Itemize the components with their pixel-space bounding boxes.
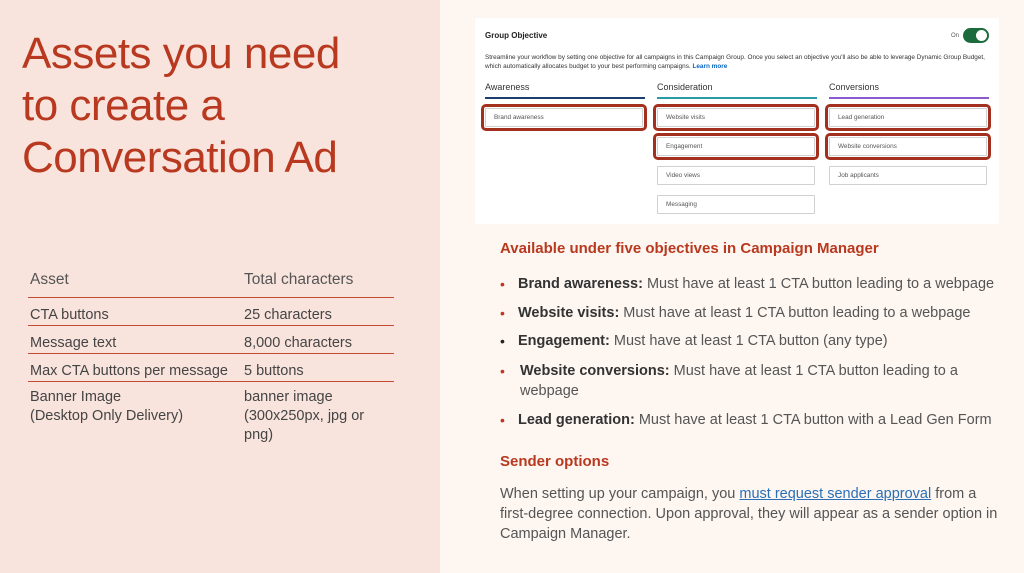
bullet-icon: •: [500, 333, 505, 349]
option-messaging[interactable]: Messaging: [657, 195, 815, 214]
cell-asset: Message text: [30, 335, 117, 351]
slide-title: [22, 28, 422, 184]
column-bar: [829, 97, 989, 99]
list-item: [500, 274, 1010, 294]
item-text: Must have at least 1 CTA button leading to a webpage: [642, 276, 995, 292]
cell-chars: 25 characters: [244, 307, 332, 323]
bullet-icon: •: [500, 412, 505, 428]
option-website-visits[interactable]: Website visits: [657, 108, 815, 127]
cell-line: Banner Image: [30, 389, 122, 405]
cell-chars: 5 buttons: [244, 363, 304, 379]
objective-toggle[interactable]: [963, 28, 989, 43]
list-item: [500, 303, 1010, 323]
bullet-icon: •: [500, 305, 505, 321]
description-text: Streamline your workflow by setting one objective for all campaigns in this Campaign Group. Once you select an objective you'll also be able to leverage Dynamic Group Budget, which automatically allocates budget to your best performing campaigns.: [485, 54, 985, 70]
option-job-applicants[interactable]: Job applicants: [829, 166, 987, 185]
option-video-views[interactable]: Video views: [657, 166, 815, 185]
option-engagement[interactable]: Engagement: [657, 137, 815, 156]
item-text: Must have at least 1 CTA button with a Lead Gen Form: [634, 412, 992, 428]
column-bar: [485, 97, 645, 99]
list-item: [500, 361, 980, 401]
item-text: Must have at least 1 CTA button leading to a webpage: [619, 305, 971, 321]
sender-text-after: from a first-degree connection. Upon approval, they will appear as a sender option in Campaign Manager.: [500, 486, 998, 542]
column-consideration: Consideration: [657, 82, 713, 92]
panel-title: Group Objective: [485, 31, 548, 40]
learn-more-link[interactable]: Learn more: [692, 63, 728, 70]
item-label: Engagement:: [518, 333, 610, 349]
item-label: Website conversions:: [520, 363, 670, 379]
title-line: Conversation Ad: [22, 133, 338, 182]
asset-table: [28, 262, 394, 443]
column-conversions: Conversions: [829, 82, 880, 92]
bullet-icon: •: [500, 276, 505, 292]
left-pane: [0, 0, 440, 573]
table-header: [28, 262, 394, 298]
cell-asset: CTA buttons: [30, 307, 109, 323]
cell-chars: 8,000 characters: [244, 335, 353, 351]
option-website-conversions[interactable]: Website conversions: [829, 137, 987, 156]
toggle-knob: [976, 30, 987, 41]
table-row: [28, 326, 394, 354]
option-brand-awareness[interactable]: Brand awareness: [485, 108, 643, 127]
item-text: Must have at least 1 CTA button (any type): [609, 333, 888, 349]
item-label: Website visits:: [518, 305, 620, 321]
cell-line: (300x250px, jpg or png): [244, 408, 365, 443]
item-label: Lead generation:: [518, 412, 635, 428]
sender-heading: Sender options: [500, 453, 610, 470]
title-line: to create a: [22, 81, 225, 130]
sender-approval-link[interactable]: must request sender approval: [739, 486, 932, 502]
sender-text: [500, 484, 1000, 544]
cell-asset: Max CTA buttons per message: [30, 363, 228, 379]
table-row: [28, 382, 394, 443]
toggle-label: On: [950, 33, 959, 39]
column-awareness: Awareness: [485, 82, 530, 92]
table-row: [28, 354, 394, 382]
cell-chars: [244, 388, 394, 445]
panel-description: [485, 53, 990, 71]
option-lead-generation[interactable]: Lead generation: [829, 108, 987, 127]
header-asset: Asset: [30, 270, 69, 288]
list-item: [500, 410, 1010, 430]
item-text: Must have at least 1 CTA button leading to a webpage: [520, 363, 958, 399]
list-item: [500, 331, 1010, 351]
group-objective-screenshot: [475, 18, 999, 224]
column-bar: [657, 97, 817, 99]
header-total-characters: Total characters: [244, 270, 354, 288]
objectives-heading: Available under five objectives in Campaign Manager: [500, 240, 879, 257]
sender-text-before: When setting up your campaign, you: [500, 486, 740, 502]
title-line: Assets you need: [22, 29, 340, 78]
item-label: Brand awareness:: [518, 276, 643, 292]
bullet-icon: •: [500, 363, 505, 379]
cell-asset: [28, 388, 244, 426]
cell-line: (Desktop Only Delivery): [30, 408, 184, 424]
cell-line: banner image: [244, 389, 333, 405]
table-row: [28, 298, 394, 326]
